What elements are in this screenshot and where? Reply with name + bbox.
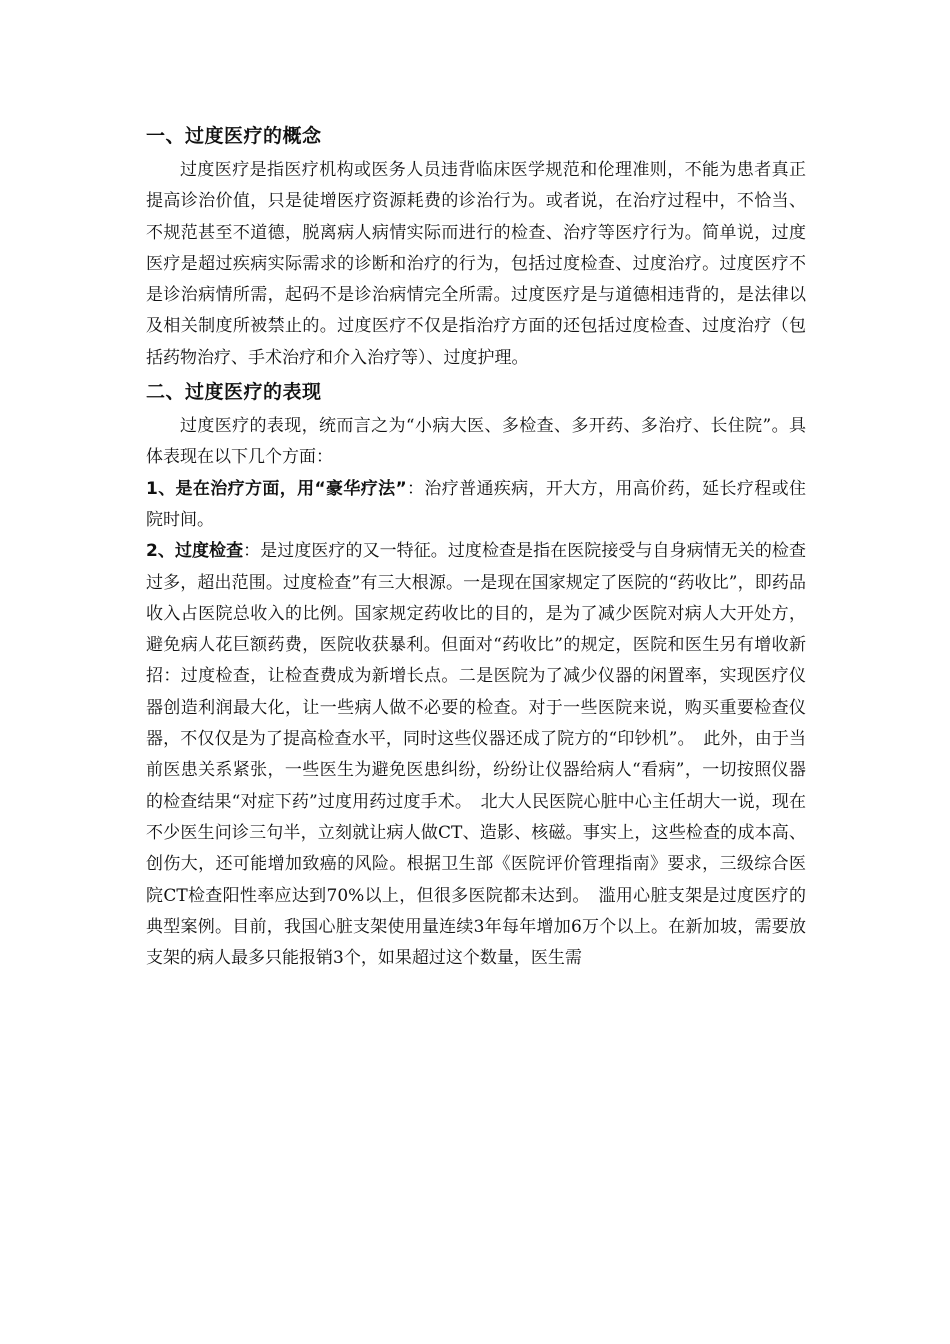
section-heading-manifestations: 二、过度医疗的表现 — [146, 381, 322, 404]
document-body — [146, 118, 806, 974]
list-item-text: ：治疗普通疾病，开大方，用高价药，延长疗程或住院时间。 — [146, 478, 806, 530]
list-item-text: ：是过度医疗的又一特征。过度检查是指在医院接受与自身病情无关的检查过多，超出范围。过度检查”有三大根源。一是现在国家规定了医院的“药收比”，即药品收入占医院总收入的比例。国家规定药收比的目的，是为了减少医院对病人大开处方，避免病人花巨额药费，医院收获暴利。但面对“药收比”的规定，医院和医生另有增收新招：过度检查，让检查费成为新增长点。二是医院为了减少仪器的闲置率，实现医疗仪器创造利润最大化，让一些病人做不必要的检查。对于一些医院来说，购买重要检查仪器，不仅仅是为了提高检查水平，同时这些仪器还成了院方的“印钞机”。 此外，由于当前医患关系紧张，一些医生为避免医患纠纷，纷纷让仪器给病人“看病”，一切按照仪器的检查结果“对症下药”过度用药过度手术。 北大人民医院心脏中心主任胡大一说，现在不少医生问诊三句半，立刻就让病人做CT、造影、核磁。事实上，这些检查的成本高、创伤大，还可能增加致癌的风险。根据卫生部《医院评价管理指南》要求，三级综合医院CT检查阳性率应达到70%以上，但很多医院都未达到。 滥用心脏支架是过度医疗的典型案例。目前，我国心脏支架使用量连续3年每年增加6万个以上。在新加坡，需要放支架的病人最多只能报销3个，如果超过这个数量，医生需 — [146, 541, 806, 969]
section-heading-concept: 一、过度医疗的概念 — [146, 125, 322, 147]
list-item-treatment — [146, 474, 806, 537]
list-item-overexamination — [146, 536, 806, 974]
list-item-lead: 2、过度检查 — [146, 541, 244, 562]
list-item-lead: 1、是在治疗方面，用“豪华疗法” — [146, 478, 407, 499]
manifestations-intro-paragraph: 过度医疗的表现，统而言之为“小病大医、多检查、多开药、多治疗、长住院”。具体表现在以下几个方面： — [146, 416, 806, 468]
concept-paragraph: 过度医疗是指医疗机构或医务人员违背临床医学规范和伦理准则，不能为患者真正提高诊治价值，只是徒增医疗资源耗费的诊治行为。或者说，在治疗过程中，不恰当、不规范甚至不道德，脱离病人病情实际而进行的检查、治疗等医疗行为。简单说，过度医疗是超过疾病实际需求的诊断和治疗的行为，包括过度检查、过度治疗。过度医疗不是诊治病情所需，起码不是诊治病情完全所需。过度医疗是与道德相违背的，是法律以及相关制度所被禁止的。过度医疗不仅是指治疗方面的还包括过度检查、过度治疗（包括药物治疗、手术治疗和介入治疗等）、过度护理。 — [146, 160, 806, 368]
